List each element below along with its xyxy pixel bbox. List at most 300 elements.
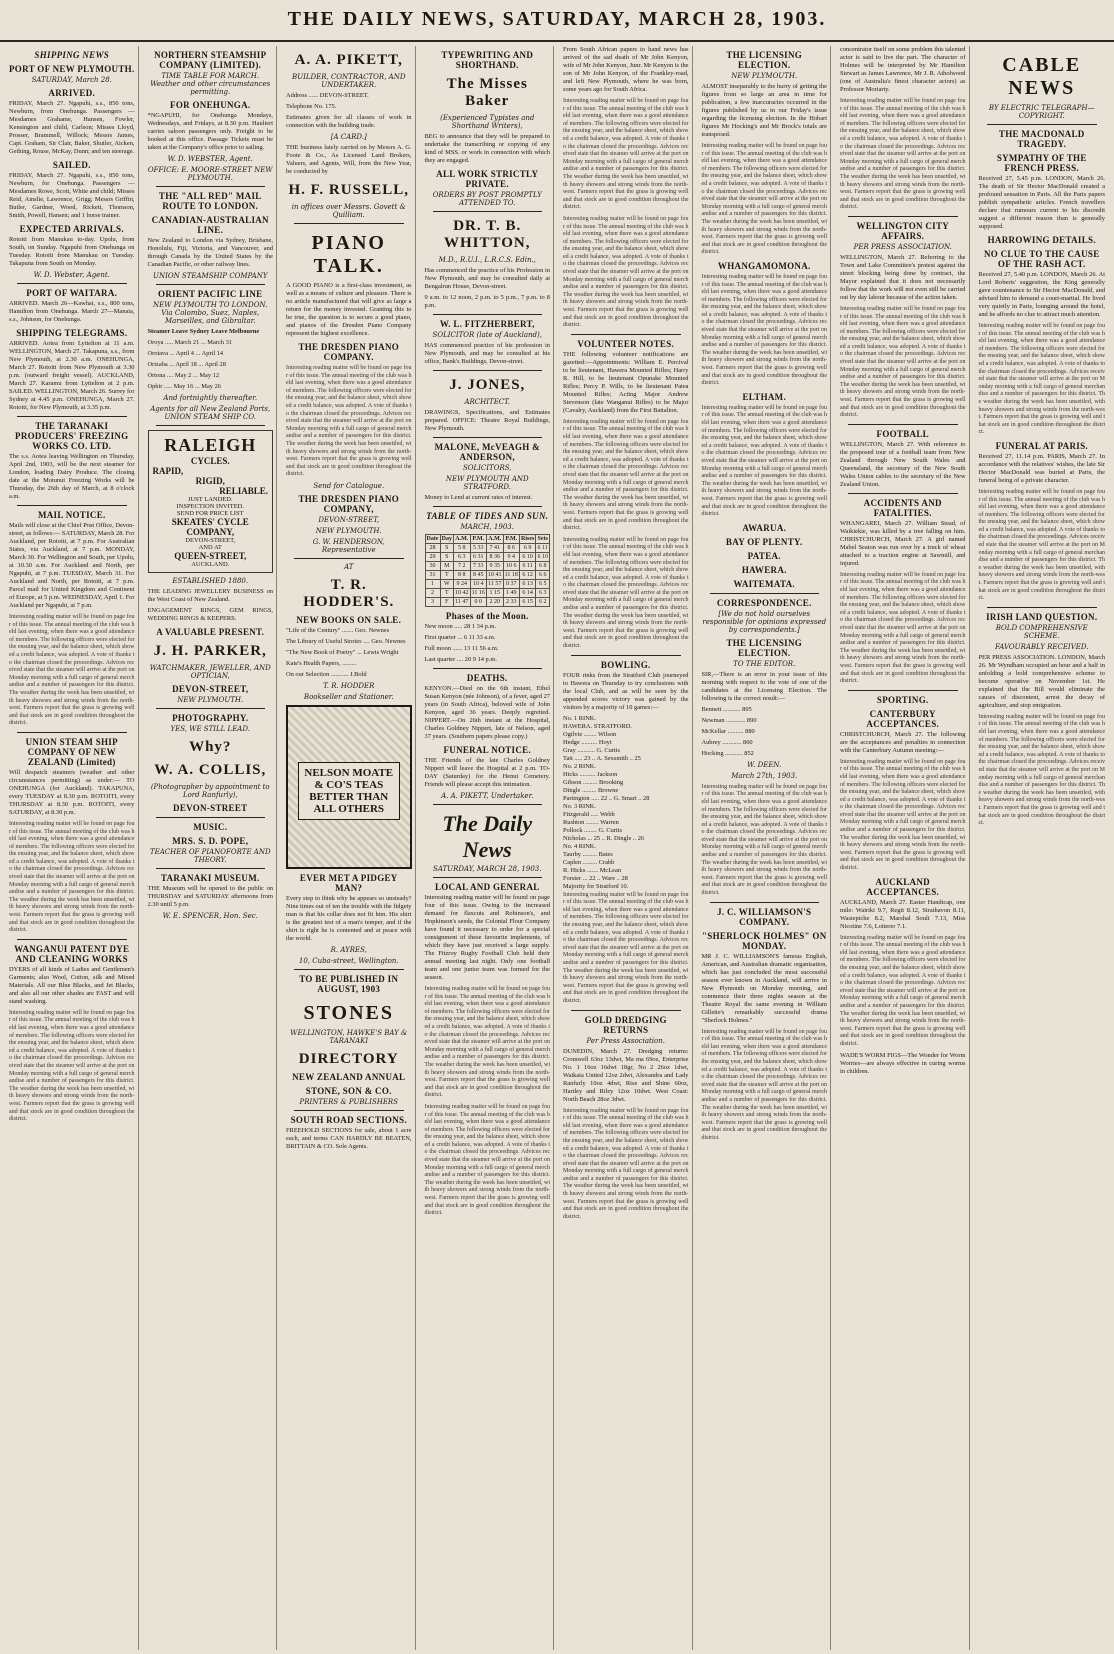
malone-address: NEW PLYMOUTH AND STRATFORD. bbox=[445, 475, 529, 491]
port-heading: PORT OF NEW PLYMOUTH. bbox=[9, 64, 135, 74]
tides-cell: W bbox=[440, 580, 453, 589]
tides-cell: 6 5 bbox=[536, 580, 550, 589]
dresden-heading-2: THE DRESDEN PIANO COMPANY, bbox=[298, 493, 400, 514]
intro-continued-text: Interesting reading matter will be found on page four of this issue. The annual meeting of the club was held last evening, when there was a good attendance of members. The following officers were elected for the ensuing year, and the balance sheet, which showed a credit balance, was adopted. A vote of thanks to the chairman closed the proceedings. Advices received state that the steamer will arrive at the port on Monday morning with a full cargo of general merchandise and a number of passengers for this district. The weather during the week has been unsettled, with heavy showers and strong winds from the north-west. Farmers report that the grass is growing well and that stock are in good condition throughout the district. bbox=[563, 98, 689, 211]
bowling-heading: BOWLING. bbox=[600, 659, 651, 670]
skeates-auckland: AUCKLAND. bbox=[191, 561, 230, 568]
sailings-agent: Agents for all New Zealand Ports, UNION STEAM SHIP CO. bbox=[150, 405, 271, 421]
book-row: On our Selection ........... J.Bold bbox=[286, 670, 367, 678]
auckland-continued-text: Interesting reading matter will be found on page four of this issue. The annual meeting of the club was held last evening, when there was a good attendance of members. The following officers were elected for the ensuing year, and the balance sheet, which showed a credit balance, was adopted. A vote of thanks to the chairman closed the proceedings. Advices received state that the steamer will arrive at the port on Monday morning with a full cargo of general merchandise and a number of passengers for this district. The weather during the week has been unsettled, with heavy showers and strong winds from the north-west. Farmers report that the grass is growing well and that stock are in good condition throughout the district. bbox=[840, 934, 966, 1047]
raleigh-advert bbox=[148, 430, 274, 573]
hodder-at: AT bbox=[344, 562, 354, 571]
gold-text: DUNEDIN, March 27. Dredging returns: Cromwell 63oz 13dwt, Ma ma 69oz, Enterprise No. 1 16oz 16dwt 18gr, No 2 26oz 1dwt, Waikaia United 12oz 2dwt, Alexandra and Lady Ranfurly 10oz 4dwt, Rise and Shine 60oz, Hartley and Riley 12oz 10dwt. West Coast: North Beach 28oz 3dwt. bbox=[563, 1047, 689, 1103]
tides-cell: 10 6 bbox=[503, 562, 519, 571]
divider bbox=[156, 284, 266, 285]
tides-cell: 9 4 bbox=[503, 553, 519, 562]
licensing-election-heading: THE LICENSING ELECTION. bbox=[726, 637, 803, 658]
divider bbox=[156, 708, 266, 709]
irish-subheading-2: FAVOURABLY RECEIVED. bbox=[995, 642, 1089, 651]
whitton-text: Has commenced the practice of his Profession in New Plymouth, and may be consulted daily at Bengalrun House, Devon-street. bbox=[424, 267, 550, 290]
jones-heading: J. JONES, bbox=[449, 377, 526, 393]
published-heading: TO BE PUBLISHED IN AUGUST, 1903 bbox=[299, 973, 399, 994]
williamson-heading: J. C. WILLIAMSON'S COMPANY. bbox=[717, 906, 812, 927]
accidents-text: WHANGAREI, March 27. William Stead, of Waikiekie, was killed by a tree falling on him. CHRISTCHURCH, March 27. A girl named Mabel Seaton was run over by a truck of wheat attached to a traction engine at Sawmill, and injured. bbox=[840, 519, 966, 567]
dresden-town: NEW PLYMOUTH. bbox=[315, 526, 382, 535]
bowling-scores bbox=[563, 715, 689, 891]
letter-text: SIR,—There is an error in your issue of this morning with respect to the vote of one of the candidates at the Licensing Election. The following is the correct result:— bbox=[701, 670, 827, 702]
raleigh-line: RELIABLE. bbox=[219, 486, 268, 496]
tides-row bbox=[425, 553, 550, 562]
piano-heading: PIANO TALK. bbox=[311, 232, 386, 277]
northern-text: *NGAPUHI, for Onehunga Mondays, Wednesdays, and Fridays, at 8.30 p.m. Hauliert carries saloon passengers only. Freight to be booked at this office. Passage Tickets must be taken at the Company's office prior to sailing. bbox=[147, 112, 273, 151]
museum-signature: W. E. SPENCER, Hon. Sec. bbox=[162, 912, 258, 920]
raleigh-line: RAPID, bbox=[152, 466, 184, 476]
divider bbox=[848, 493, 958, 494]
funeral-signature: A. A. PIKETT, Undertaker. bbox=[441, 792, 534, 800]
funeral-text: THE Friends of the late Charles Goldney Nippert will leave the Hospital at 2 p.m. TO-DAY (Saturday) for the Henui Cemetery. Friends will please accept this intimation. bbox=[424, 757, 550, 788]
bowling-row: Hedge .......... Hoyt bbox=[563, 738, 612, 746]
typewriting-heading: TYPEWRITING AND SHORTHAND. bbox=[441, 50, 534, 70]
harrowing-heading: HARROWING DETAILS. bbox=[987, 235, 1096, 245]
letter-signature: W. DEEN. bbox=[747, 760, 782, 769]
divider bbox=[294, 223, 404, 224]
baker-text: BEG to announce that they will be prepared to undertake the transcribing or copying of any kind of MSS. or work in connection with which they are engaged. bbox=[424, 133, 550, 164]
northern-agent: W. D. WEBSTER, Agent. bbox=[167, 155, 253, 163]
inspection-invited: INSPECTION INVITED. bbox=[176, 503, 245, 510]
bowling-row: Partington ..... 22 .. G. Smart .. 28 bbox=[563, 794, 650, 802]
column-5 bbox=[560, 46, 693, 1650]
tides-cell: 6 13 bbox=[519, 580, 535, 589]
eltham-heading: ELTHAM. bbox=[742, 391, 787, 402]
tides-row bbox=[425, 598, 550, 607]
jones-subheading: ARCHITECT. bbox=[464, 398, 511, 406]
museum-heading: TARANAKI MUSEUM. bbox=[160, 873, 260, 883]
accidents-heading: ACCIDENTS AND FATALITIES. bbox=[863, 497, 942, 518]
divider bbox=[433, 506, 543, 507]
tides-column-header: A.M. bbox=[455, 536, 469, 542]
book-row: Kate's Health Papers, ......... bbox=[286, 659, 357, 667]
union-continued-text: Interesting reading matter will be found on page four of this issue. The annual meeting of the club was held last evening, when there was a good attendance of members. The following officers were elected for the ensuing year, and the balance sheet, which showed a credit balance, was adopted. A vote of thanks to the chairman closed the proceedings. Advices received state that the steamer will arrive at the port on Monday morning with a full cargo of general merchandise and a number of passengers for this district. The weather during the week has been unsettled, with heavy showers and strong winds from the north-west. Farmers report that the grass is growing well and that stock are in good condition throughout the district. bbox=[9, 820, 135, 934]
raleigh-heading: RALEIGH bbox=[164, 435, 257, 455]
tides-cell: 29 bbox=[425, 553, 440, 562]
raleigh-cycles: CYCLES. bbox=[190, 456, 230, 466]
bowling-row: Dingle ......... Browne bbox=[563, 786, 619, 794]
tides-row bbox=[425, 571, 550, 580]
bowling-row: Tait ..... 23 .. A. Sexsmith .. 25 bbox=[563, 754, 641, 762]
continued-text: concentrator itself on some problem this talented actor is said to live the part. The character of Holmes will be interpreted by Mr Hamilton Stewart as James Lawrence, Mr J. R. Atholwood (one of Australia's finest character actors) as Professor Moriarty. bbox=[840, 46, 966, 93]
tides-cell: 11 47 bbox=[455, 599, 469, 605]
patea-heading: PATEA. bbox=[747, 550, 781, 561]
stones-firm: STONE, SON & CO. bbox=[305, 1085, 392, 1096]
intro-text: From South African papers to hand news has arrived of the sad death of Mr John Kenyon, wife of Mr John Kenyon, Junr. Mr Kenyon is the son of Mr John Kenyon, of the Frankley-road, and left New Plymouth, where he was born, some years ago for South Africa. bbox=[563, 46, 689, 93]
sporting-heading: SPORTING. bbox=[876, 694, 929, 705]
tides-cell: 6 12 bbox=[519, 571, 535, 580]
column-1 bbox=[6, 46, 139, 1650]
moon-heading: Phases of the Moon. bbox=[445, 611, 529, 621]
sailing-row: Ortona .... May 2 ... May 12 bbox=[147, 372, 220, 379]
bowling-row: Rushton ........ Warren bbox=[563, 818, 619, 826]
pikett-heading: A. A. PIKETT, bbox=[294, 52, 403, 68]
directory-heading: DIRECTORY bbox=[298, 1050, 399, 1067]
paper-date: SATURDAY, MARCH 28, 1903. bbox=[433, 865, 542, 873]
established: ESTABLISHED 1880. bbox=[172, 577, 249, 585]
whangamomona-text: Interesting reading matter will be found on page four of this issue. The annual meeting of the club was held last evening, when there was a good attendance of members. The following officers were elected for the ensuing year, and the balance sheet, which showed a credit balance, was adopted. A vote of thanks to the chairman closed the proceedings. Advices received state that the steamer will arrive at the port on Monday morning with a full cargo of general merchandise and a number of passengers for this district. The weather during the week has been unsettled, with heavy showers and strong winds from the north-west. Farmers report that the grass is growing well and that stock are in good condition throughout the district. bbox=[701, 273, 827, 387]
gold-continued-text: Interesting reading matter will be found on page four of this issue. The annual meeting of the club was held last evening, when there was a good attendance of members. The following officers were elected for the ensuing year, and the balance sheet, which showed a credit balance, was adopted. A vote of thanks to the chairman closed the proceedings. Advices received state that the steamer will arrive at the port on Monday morning with a full cargo of general merchandise and a number of passengers for this district. The weather during the week has been unsettled, with heavy showers and strong winds from the north-west. Farmers report that the grass is growing well and that stock are in good condition throughout the district. bbox=[563, 1107, 689, 1220]
tides-cell: 30 bbox=[425, 562, 440, 571]
wanganui-continued-text: Interesting reading matter will be found on page four of this issue. The annual meeting of the club was held last evening, when there was a good attendance of members. The following officers were elected for the ensuing year, and the balance sheet, which showed a credit balance, was adopted. A vote of thanks to the chairman closed the proceedings. Advices received state that the steamer will arrive at the port on Monday morning with a full cargo of general merchandise and a number of passengers for this district. The weather during the week has been unsettled, with heavy showers and strong winds from the north-west. Farmers report that the grass is growing well and that stock are in good condition throughout the district. bbox=[9, 1009, 135, 1123]
pikett-subheading: BUILDER, CONTRACTOR, AND UNDERTAKER. bbox=[292, 73, 406, 89]
bowling-row: Taurby ......... Bates bbox=[563, 850, 613, 858]
auckland-text: AUCKLAND, March 27. Easter Handicap, one mile: Wairiki 9.7, Regit 8.12, Strathavon 8.11, Wasiepiche 8.2, Marshal Soult 7.13, Miss Nicotine 7.6, Loiterer 7.1. bbox=[840, 898, 966, 930]
baker-subheading: (Experienced Typistes and Shorthand Writers), bbox=[440, 114, 535, 130]
dresden-representative: G. W. HENDERSON, Representative bbox=[312, 537, 385, 554]
moon-row: First quarter ... 6 11 33 a.m. bbox=[424, 634, 496, 641]
jones-text: DRAWINGS, Specifications, and Estimates prepared. OFFICE: Theatre Royal Buildings, New Plymouth. bbox=[424, 409, 550, 432]
stones-heading: STONES bbox=[303, 1001, 395, 1024]
hodder-heading: T. R. HODDER'S. bbox=[303, 576, 395, 610]
tides-cell: 6 11 bbox=[519, 562, 535, 571]
intro-continued-text: Interesting reading matter will be found on page four of this issue. The annual meeting of the club was held last evening, when there was a good attendance of members. The following officers were elected for the ensuing year, and the balance sheet, which showed a credit balance, was adopted. A vote of thanks to the chairman closed the proceedings. Advices received state that the steamer will arrive at the port on Monday morning with a full cargo of general merchandise and a number of passengers for this district. The weather during the week has been unsettled, with heavy showers and strong winds from the north-west. Farmers report that the grass is growing well and that stock are in good condition throughout the district. bbox=[563, 215, 689, 329]
expected-heading: EXPECTED ARRIVALS. bbox=[19, 224, 124, 234]
tides-cell: 3 bbox=[425, 598, 440, 607]
column-6 bbox=[699, 46, 832, 1650]
valuable-present: A VALUABLE PRESENT. bbox=[156, 627, 265, 637]
engagement-text: ENGAGEMENT RINGS, GEM RINGS, WEDDING RINGS & KEEPERS. bbox=[147, 607, 273, 622]
result-row: Aubrey ............ 860 bbox=[701, 738, 753, 746]
collis-subheading: (Photographer by appointment to Lord Ranfurly), bbox=[150, 783, 270, 799]
tides-cell: 6 6 bbox=[536, 571, 550, 580]
tides-row bbox=[425, 589, 550, 598]
correspondence-note: [We do not hold ourselves responsible for opinions expressed by correspondents.] bbox=[702, 609, 827, 634]
divider bbox=[433, 877, 543, 878]
tides-cell: T bbox=[440, 589, 453, 598]
all-red-heading: THE "ALL RED" MAIL ROUTE TO LONDON. bbox=[158, 191, 262, 211]
letter-continued-text: Interesting reading matter will be found on page four of this issue. The annual meeting of the club was held last evening, when there was a good attendance of members. The following officers were elected for the ensuing year, and the balance sheet, which showed a credit balance, was adopted. A vote of thanks to the chairman closed the proceedings. Advices received state that the steamer will arrive at the port on Monday morning with a full cargo of general merchandise and a number of passengers for this district. The weather during the week has been unsettled, with heavy showers and strong winds from the north-west. Farmers report that the grass is growing well and that stock are in good condition throughout the district. bbox=[701, 783, 827, 897]
tides-cell: M bbox=[440, 562, 453, 571]
nz-annual: NEW ZEALAND ANNUAL bbox=[292, 1071, 406, 1082]
paper-name: The Daily News bbox=[442, 811, 533, 862]
orient-subheading: NEW PLYMOUTH TO LONDON. Via Colombo, Suez, Naples, Marseilles, and Gibraltar. bbox=[153, 301, 268, 325]
bowling-row: HAWERA. STRATFORD. bbox=[563, 722, 632, 730]
telegrams-text: ARRIVED. Aotea from Lyttelton at 11 a.m. WELLINGTON, March 27. Takapuna, s.s., from New Plymouth, at 2.30 a.m. ONEHUNGA, March 27. Rotoiti from New Plymouth at 3.30 p.m. (outward freight vessel). AUCKLAND, March 27. Karamu from Lyttelton at 2 p.m. SAILED. WELLINGTON, March 26. Surrey for Sydney at 4.45 p.m. ONEHUNGA, March 27. Rotoiti, for New Plymouth, at 3.35 p.m. bbox=[9, 340, 135, 411]
stones-subheading: WELLINGTON, HAWKE'S BAY & TARANAKI bbox=[290, 1028, 408, 1045]
arrived-label: ARRIVED. bbox=[48, 88, 96, 98]
sherlock-text: MR J. C. WILLIAMSON'S famous English, American, and Australian dramatic organisation, which has just concluded the most successful season ever known in Auckland, will arrive in New Plymouth on Monday morning, and commence their three nights season at the Theatre Royal the same evening in William Gillette's remarkably successful drama "Sherlock Holmes." bbox=[701, 952, 827, 1024]
tides-row bbox=[425, 544, 550, 553]
arrived-date: SATURDAY, March 28. bbox=[31, 76, 112, 84]
photography-heading: PHOTOGRAPHY. bbox=[172, 713, 249, 723]
tides-table bbox=[425, 534, 551, 607]
divider bbox=[433, 804, 543, 805]
telegrams-heading: SHIPPING TELEGRAMS. bbox=[16, 328, 128, 338]
book-row: "The New Book of Poetry" ... Lewis Wright bbox=[286, 648, 399, 656]
divider bbox=[17, 505, 127, 506]
moon-row: New moon ..... 28 1 34 p.m. bbox=[424, 623, 497, 630]
tides-cell: 2 bbox=[425, 589, 440, 598]
column-4 bbox=[422, 46, 555, 1650]
canterbury-heading: CANTERBURY ACCEPTANCES. bbox=[866, 708, 940, 729]
orient-heading: ORIENT PACIFIC LINE bbox=[158, 289, 263, 299]
tides-cell: 1 bbox=[425, 580, 440, 589]
tides-cell: 6 2 bbox=[536, 598, 550, 607]
sailed-label: SAILED. bbox=[52, 160, 91, 170]
union-text: Will despatch steamers (weather and other circumstances permitting) as under:— TO ONEHUNGA (for Auckland). TAKAPUNA, every TUESDAY at 8.30 p.m. ROTOITI, every THURSDAY at 8.30 p.m. ROTOITI, every SATURDAY, at 8.30 p.m. bbox=[9, 768, 135, 816]
raleigh-line: RIGID, bbox=[195, 476, 225, 486]
skeates-heading: SKEATES' CYCLE COMPANY, bbox=[171, 517, 249, 537]
taranaki-text: The s.s. Aotea leaving Wellington on Thursday, April 2nd, 1903, will be the next steamer for London, loading Dairy Produce. The closing date at the Motunui Freezing Works will be Thursday, the 26th day of March, at 8 o'clock a.m. bbox=[9, 453, 135, 500]
fitzherbert-heading: W. L. FITZHERBERT, bbox=[439, 319, 535, 329]
divider bbox=[156, 817, 266, 818]
result-row: McKellar .......... 880 bbox=[701, 727, 755, 735]
funeral-paris-heading: FUNERAL AT PARIS. bbox=[995, 440, 1088, 451]
irish-text: PER PRESS ASSOCIATION. LONDON, March 26. Mr Wyndham occupied an hour and a half in unfolding a bold comprehensive scheme to become operative on November 1st. He explained that the Bill would eliminate the causes of discontent, arrest the decay of agriculture, and stop emigration. bbox=[978, 653, 1105, 709]
waitemata-heading: WAITEMATA. bbox=[733, 578, 795, 589]
volunteer-heading: VOLUNTEER NOTES. bbox=[577, 338, 675, 349]
bowling-row: No. 3 RINK. bbox=[563, 802, 597, 810]
tides-cell: T bbox=[440, 571, 453, 580]
bowling-row: Fitzgerald ..... Webb bbox=[563, 810, 615, 818]
result-row: Bennett ........... 895 bbox=[701, 705, 752, 713]
onehunga-heading: FOR ONEHUNGA. bbox=[170, 100, 251, 110]
baker-heading: The Misses Baker bbox=[446, 76, 528, 109]
tides-cell: 8 36 bbox=[486, 553, 503, 562]
parker-subheading: WATCHMAKER, JEWELLER, AND OPTICIAN, bbox=[149, 664, 271, 680]
tides-column-header: Date bbox=[426, 536, 439, 542]
divider bbox=[848, 690, 958, 691]
tides-cell: 8 45 bbox=[470, 571, 486, 580]
tides-row bbox=[425, 580, 550, 589]
pikett-telephone: Telephone No. 175. bbox=[286, 103, 337, 110]
whitton-hours: 9 a.m. to 12 noon, 2 p.m. to 5 p.m., 7 p.m. to 8 p.m. bbox=[424, 294, 550, 309]
tides-cell: 6 10 bbox=[537, 554, 548, 560]
just-landed: JUST LANDED. bbox=[187, 496, 233, 503]
cable-heading: CABLE NEWS bbox=[1002, 54, 1082, 99]
football-text: WELLINGTON, March 27. With reference to the proposed tour of a football team from New Zealand through New South Wales and Queensland, the secretary of the New South Wales Union cables to the secretary of the New Zealand Union. bbox=[840, 440, 966, 488]
bowling-row: Forster ... 22 .. Ware .. 28 bbox=[563, 874, 628, 882]
licensing-subheading: NEW PLYMOUTH. bbox=[731, 72, 798, 80]
tides-cell: 8 8 bbox=[454, 571, 471, 580]
orders-by-post: ORDERS BY POST PROMPTLY ATTENDED TO. bbox=[432, 191, 542, 207]
macdonald-heading: THE MACDONALD TRAGEDY. bbox=[998, 129, 1085, 149]
auckland-heading: AUCKLAND ACCEPTANCES. bbox=[866, 876, 940, 897]
wellington-continued-text: Interesting reading matter will be found on page four of this issue. The annual meeting of the club was held last evening, when there was a good attendance of members. The following officers were elected for the ensuing year, and the balance sheet, which showed a credit balance, was adopted. A vote of thanks to the chairman closed the proceedings. Advices received state that the steamer will arrive at the port on Monday morning with a full cargo of general merchandise and a number of passengers for this district. The weather during the week has been unsettled, with heavy showers and strong winds from the north-west. Farmers report that the grass is growing well and that stock are in good condition throughout the district. bbox=[840, 305, 966, 419]
tides-column-header: P.M. bbox=[470, 535, 486, 544]
northern-heading: NORTHERN STEAMSHIP COMPANY (LIMITED). bbox=[154, 50, 267, 70]
dresden-heading: THE DRESDEN PIANO COMPANY. bbox=[298, 342, 400, 362]
tides-cell: 6 10 bbox=[519, 553, 535, 562]
divider bbox=[987, 607, 1098, 608]
tides-cell: 0 0 bbox=[470, 598, 486, 607]
divider bbox=[294, 969, 404, 970]
museum-text: THE Museum will be opened to the public on THURSDAY and SATURDAY afternoons from 2.30 until 5 p.m. bbox=[147, 885, 273, 908]
canadian-text: New Zealand to London via Sydney, Brisbane, Honolulu, Fiji, Victoria, and Vancouver, and through Canada by the United States by the Canadian Pacific, or other railway lines. bbox=[147, 237, 273, 268]
tides-cell: 8 6 bbox=[503, 544, 519, 553]
tides-cell: 7 2 bbox=[454, 562, 471, 571]
parker-heading: J. H. PARKER, bbox=[153, 643, 267, 659]
mail-heading: MAIL NOTICE. bbox=[37, 510, 106, 520]
tides-cell: 2 33 bbox=[503, 598, 519, 607]
deaths-heading: DEATHS. bbox=[466, 673, 508, 683]
wades-text: WADE'S WORM FIGS—The Wonder for Worm Worries—are always effective in curing worms in children. bbox=[840, 1051, 966, 1075]
tides-cell: 11 16 bbox=[471, 590, 485, 596]
agent-signature: W. D. Webster, Agent. bbox=[33, 271, 110, 279]
sailings-note: And fortnightly thereafter. bbox=[163, 394, 258, 402]
gold-subheading: Per Press Association. bbox=[586, 1036, 665, 1045]
whitton-heading: DR. T. B. WHITTON, bbox=[444, 218, 531, 251]
bowling-row: No. 4 RINK. bbox=[563, 842, 597, 850]
bowling-row: No. 1 RINK. bbox=[563, 714, 597, 722]
correspondence-heading: CORRESPONDENCE. bbox=[716, 597, 812, 608]
union-company: UNION STEAMSHIP COMPANY bbox=[153, 272, 268, 280]
pikett-text: Estimates given for all classes of work in connection with the building trade. bbox=[286, 114, 412, 129]
licensing-heading: THE LICENSING ELECTION. bbox=[726, 50, 803, 70]
letter-date: March 27th, 1903. bbox=[731, 771, 798, 780]
waitara-text: ARRIVED. March 26—Kawhai, s.s., 800 tons, Hamilton from Onehunga. March 27—Manaia, s.s., Johnson, for Onehunga. bbox=[9, 300, 135, 323]
sailings-heading: Steamer Leave Sydney Leave Melbourne bbox=[147, 328, 260, 335]
divider bbox=[294, 1110, 404, 1111]
sympathy-heading: SYMPATHY OF THE FRENCH PRESS. bbox=[996, 153, 1087, 173]
bowling-row: Gray ........... G. Curtis bbox=[563, 746, 620, 754]
divider bbox=[156, 425, 266, 426]
pope-subheading: TEACHER OF PIANOFORTE AND THEORY. bbox=[149, 848, 271, 864]
masthead-title: THE DAILY NEWS, SATURDAY, MARCH 28, 1903. bbox=[287, 8, 827, 30]
tides-cell: 0 37 bbox=[503, 580, 519, 589]
tides-body bbox=[425, 544, 550, 607]
divider bbox=[433, 437, 543, 438]
irish-subheading: BOLD COMPREHENSIVE SCHEME. bbox=[995, 623, 1088, 640]
canterbury-continued-text: Interesting reading matter will be found on page four of this issue. The annual meeting of the club was held last evening, when there was a good attendance of members. The following officers were elected for the ensuing year, and the balance sheet, which showed a credit balance, was adopted. A vote of thanks to the chairman closed the proceedings. Advices received state that the steamer will arrive at the port on Monday morning with a full cargo of general merchandise and a number of passengers for this district. The weather during the week has been unsettled, with heavy showers and strong winds from the north-west. Farmers report that the grass is growing well and that stock are in good condition throughout the district. bbox=[840, 758, 966, 872]
column-7 bbox=[837, 46, 970, 1650]
nelson-tea-advert-image bbox=[286, 705, 412, 869]
to-editor: TO THE EDITOR. bbox=[733, 659, 796, 668]
divider bbox=[294, 558, 404, 559]
bowling-text: FOUR rinks from the Stratford Club journeyed to Hawera on Thursday to try conclusions with the local Club, and as will be seen by the appended scores victory was gained by the visitors by a majority of 10 games:— bbox=[563, 671, 689, 711]
sherlock-continued-text: Interesting reading matter will be found on page four of this issue. The annual meeting of the club was held last evening, when there was a good attendance of members. The following officers were elected for the ensuing year, and the balance sheet, which showed a credit balance, was adopted. A vote of thanks to the chairman closed the proceedings. Advices received state that the steamer will arrive at the port on Monday morning with a full cargo of general merchandise and a number of passengers for this district. The weather during the week has been unsettled, with heavy showers and strong winds from the north-west. Farmers report that the grass is growing well and that stock are in good condition throughout the district. bbox=[701, 1028, 827, 1141]
bowling-continued-text: Interesting reading matter will be found on page four of this issue. The annual meeting of the club was held last evening, when there was a good attendance of members. The following officers were elected for the ensuing year, and the balance sheet, which showed a credit balance, was adopted. A vote of thanks to the chairman closed the proceedings. Advices received state that the steamer will arrive at the port on Monday morning with a full cargo of general merchandise and a number of passengers for this district. The weather during the week has been unsettled, with heavy showers and strong winds from the north-west. Farmers report that the grass is growing well and that stock are in good condition throughout the district. bbox=[563, 891, 689, 1004]
tides-cell: 6 3 bbox=[454, 553, 471, 562]
book-row: "Life of the Century" ....... Geo. Newnes bbox=[286, 626, 390, 634]
russell-heading: H. F. RUSSELL, bbox=[288, 182, 410, 198]
volunteer-text: THE following volunteer notifications are gazetted:—Appointments: William E. Percival to be lieutenant, Hawera Mounted Rifles; Harry R. Hill, to be lieutenant Opunake Mounted Rifles; Percy P. Wills, to be lieutenant Patea Mounted Rifles; Acting Major Andrew Stevenson (late Wanganui Rifles) to be Major (Cavalry, Auckland) from the First Battalion. bbox=[563, 350, 689, 414]
expected-text: Rotoiti from Manukau to-day. Upolu, from South, on Sunday. Ngapuhi from Onehunga on Tuesday. Rotoiti from Manukau on Tuesday. Takapuna from South on Monday. bbox=[9, 236, 135, 267]
licensing-text: ALMOST inseparably to the hurry of getting the figures from so large an area in time for publication, a few inaccuracies occurred in the figures published by us in our Friday's issue regarding the licensing election. In the Hobart figures Mr Hocking's and Mr Brock's totals are transposed. bbox=[701, 83, 827, 138]
hawera-heading: HAWERA. bbox=[741, 564, 787, 575]
awarua-heading: AWARUA. bbox=[742, 522, 787, 533]
sailing-row: Ophir ..... May 16 ... May 26 bbox=[147, 383, 221, 390]
column-3 bbox=[283, 46, 416, 1650]
tides-heading: TABLE OF TIDES AND SUN. bbox=[426, 511, 549, 521]
column-2 bbox=[145, 46, 278, 1650]
tides-cell: 10 4 bbox=[470, 580, 486, 589]
masthead bbox=[0, 6, 1114, 42]
whitton-subheading: M.D., R.U.I., L.R.C.S. Edin., bbox=[438, 256, 536, 264]
hodder-sign-sub: Bookseller and Stationer. bbox=[303, 692, 394, 701]
ayres-address: 10, Cuba-street, Wellington. bbox=[298, 956, 399, 965]
divider bbox=[848, 216, 958, 217]
volunteer-continued-text: Interesting reading matter will be found on page four of this issue. The annual meeting of the club was held last evening, when there was a good attendance of members. The following officers were elected for the ensuing year, and the balance sheet, which showed a credit balance, was adopted. A vote of thanks to the chairman closed the proceedings. Advices received state that the steamer will arrive at the port on Monday morning with a full cargo of general merchandise and a number of passengers for this district. The weather during the week has been unsettled, with heavy showers and strong winds from the north-west. Farmers report that the grass is growing well and that stock are in good condition throughout the district. bbox=[563, 536, 689, 650]
northern-subheading: TIME TABLE FOR MARCH. Weather and other circumstances permitting. bbox=[150, 72, 271, 96]
fitzherbert-subheading: SOLICITOR (late of Auckland), bbox=[432, 331, 542, 339]
wellington-heading: WELLINGTON CITY AFFAIRS. bbox=[856, 220, 950, 241]
gold-heading: GOLD DREDGING RETURNS bbox=[584, 1014, 667, 1035]
moon-row: Last quarter .... 20 9 14 p.m. bbox=[424, 656, 497, 663]
tides-cell: 9 35 bbox=[486, 562, 503, 571]
sherlock-heading: "SHERLOCK HOLMES" ON MONDAY. bbox=[701, 930, 827, 951]
deaths-text: KENYON.—Died on the 6th instant, Ethel Susan Kenyon (née Johnson), of a fever, aged 27 years (in South Africa), beloved wife of John Kenyon, aged 36 years. Deeply regretted. NIPPERT.—On 26th instant at the Hospital, Charles Goldney Nippert, late of Nelson, aged 37 years. (Southern papers please copy.) bbox=[424, 685, 550, 740]
piano-continued-text: Interesting reading matter will be found on page four of this issue. The annual meeting of the club was held last evening, when there was a good attendance of members. The following officers were elected for the ensuing year, and the balance sheet, which showed a credit balance, was adopted. A vote of thanks to the chairman closed the proceedings. Advices received state that the steamer will arrive at the port on Monday morning with a full cargo of general merchandise and a number of passengers for this district. The weather during the week has been unsettled, with heavy showers and strong winds from the north-west. Farmers report that the grass is growing well and that stock are in good condition throughout the district. bbox=[286, 365, 412, 478]
no-clue-text: Received 27, 5.40 p.m. LONDON, March 26. At Lord Roberts' suggestion, the King generally gave countenance to Sir Hector MacDonald, and advised him to demand a court-martial. He lived very quietly in Paris, lounging around the hotel, and he affords no clue to attract much attention. bbox=[978, 271, 1105, 318]
still-lead: YES, WE STILL LEAD. bbox=[170, 725, 250, 733]
tides-cell: 7 33 bbox=[470, 562, 486, 571]
bowling-row: No. 2 RINK. bbox=[563, 762, 597, 770]
skeates-queen: QUEEN-STREET, bbox=[174, 551, 247, 561]
local-text: Interesting reading matter will be found on page four of this issue. Owing to the increased demand for flaxcuts and Robinson's, and Hopkinson's seeds, the Colonial Flour Company have found it necessary to order for a special consignment of these favourite implements, of which they have just received a large supply. The Fitzroy Rugby Football Club held their annual meeting last night. Only one football team and one junior team was formed for the season. bbox=[424, 894, 550, 981]
malone-subheading: SOLICITORS, bbox=[462, 464, 512, 472]
malone-heading: MALONE, McVEAGH & ANDERSON, bbox=[434, 442, 540, 462]
tides-cell: 6 11 bbox=[537, 545, 548, 551]
jeweller-text: THE LEADING JEWELLERY BUSINESS on the West Coast of New Zealand. bbox=[147, 588, 273, 603]
taranaki-heading: THE TARANAKI PRODUCERS' FREEZING WORKS CO. LTD. bbox=[15, 421, 129, 451]
shipping-heading: SHIPPING NEWS bbox=[34, 50, 110, 60]
tides-column-header: A.M. bbox=[488, 536, 502, 542]
accidents-continued-text: Interesting reading matter will be found on page four of this issue. The annual meeting of the club was held last evening, when there was a good attendance of members. The following officers were elected for the ensuing year, and the balance sheet, which showed a credit balance, was adopted. A vote of thanks to the chairman closed the proceedings. Advices received state that the steamer will arrive at the port on Monday morning with a full cargo of general merchandise and a number of passengers for this district. The weather during the week has been unsettled, with heavy showers and strong winds from the north-west. Farmers report that the grass is growing well and that stock are in good condition throughout the district. bbox=[840, 571, 966, 685]
no-clue-heading: NO CLUE TO THE CAUSE OF THE RASH ACT. bbox=[983, 249, 1100, 269]
tides-cell: 2 20 bbox=[486, 598, 503, 607]
union-heading: UNION STEAM SHIP COMPANY OF NEW ZEALAND (Limited) bbox=[25, 736, 118, 767]
divider bbox=[987, 124, 1098, 125]
tides-cell: S bbox=[440, 553, 453, 562]
hodder-signature: T. R. HODDER bbox=[323, 681, 375, 690]
wellington-subheading: PER PRESS ASSOCIATION. bbox=[853, 242, 952, 251]
tides-cell: S bbox=[440, 544, 453, 553]
parker-town: NEW PLYMOUTH. bbox=[177, 696, 244, 704]
funeral-heading: FUNERAL NOTICE. bbox=[443, 745, 531, 755]
divider bbox=[17, 416, 127, 417]
sailing-row: Orizaba ... April 18 ... April 28 bbox=[147, 361, 226, 368]
tides-column-header: P.M. bbox=[503, 535, 519, 544]
irish-continued-text: Interesting reading matter will be found on page four of this issue. The annual meeting of the club was held last evening, when there was a good attendance of members. The following officers were elected for the ensuing year, and the balance sheet, which showed a credit balance, was adopted. A vote of thanks to the chairman closed the proceedings. Advices received state that the steamer will arrive at the port on Monday morning with a full cargo of general merchandise and a number of passengers for this district. The weather during the week has been unsettled, with heavy showers and strong winds from the north-west. Farmers report that the grass is growing well and that stock are in good condition throughout the district. bbox=[978, 713, 1105, 827]
fitzherbert-text: HAS commenced practice of his profession in New Plymouth, and may be consulted at his office, Bank's Buildings, Devon-street. bbox=[424, 342, 550, 365]
tides-cell: 6 9 bbox=[519, 544, 535, 553]
tides-cell: 10 41 bbox=[488, 572, 502, 578]
tides-cell: 10 42 bbox=[455, 590, 469, 596]
columns bbox=[6, 46, 1108, 1650]
tides-cell: 6 31 bbox=[470, 553, 486, 562]
continued-extra-text: Interesting reading matter will be found on page four of this issue. The annual meeting of the club was held last evening, when there was a good attendance of members. The following officers were elected for the ensuing year, and the balance sheet, which showed a credit balance, was adopted. A vote of thanks to the chairman closed the proceedings. Advices received state that the steamer will arrive at the port on Monday morning with a full cargo of general merchandise and a number of passengers for this district. The weather during the week has been unsettled, with heavy showers and strong winds from the north-west. Farmers report that the grass is growing well and that stock are in good condition throughout the district. bbox=[840, 98, 966, 211]
divider bbox=[848, 424, 958, 425]
divider bbox=[710, 593, 820, 594]
bay-of-plenty-heading: BAY OF PLENTY. bbox=[725, 536, 803, 547]
bowling-row: Majority for Stratford 10. bbox=[563, 882, 629, 890]
bowling-row: Gibson ......... Brooking bbox=[563, 778, 624, 786]
parker-address: DEVON-STREET, bbox=[172, 684, 249, 694]
divider bbox=[571, 655, 681, 656]
bowling-row: Hicks .......... Jackson bbox=[563, 770, 618, 778]
tides-cell: 11 57 bbox=[488, 581, 502, 587]
volunteer-continued-text: Interesting reading matter will be found on page four of this issue. The annual meeting of the club was held last evening, when there was a good attendance of members. The following officers were elected for the ensuing year, and the balance sheet, which showed a credit balance, was adopted. A vote of thanks to the chairman closed the proceedings. Advices received state that the steamer will arrive at the port on Monday morning with a full cargo of general merchandise and a number of passengers for this district. The weather during the week has been unsettled, with heavy showers and strong winds from the north-west. Farmers report that the grass is growing well and that stock are in good condition throughout the district. bbox=[563, 418, 689, 532]
divider bbox=[571, 1010, 681, 1011]
divider bbox=[710, 902, 820, 903]
no-clue-continued-text: Interesting reading matter will be found on page four of this issue. The annual meeting of the club was held last evening, when there was a good attendance of members. The following officers were elected for the ensuing year, and the balance sheet, which showed a credit balance, was adopted. A vote of thanks to the chairman closed the proceedings. Advices received state that the steamer will arrive at the port on Monday morning with a full cargo of general merchandise and a number of passengers for this district. The weather during the week has been unsettled, with heavy showers and strong winds from the north-west. Farmers report that the grass is growing well and that stock are in good condition throughout the district. bbox=[978, 323, 1105, 436]
sailing-row: Orotava ... April 4 ... April 14 bbox=[147, 350, 224, 357]
northern-office: OFFICE: E. MOORE-STREET NEW PLYMOUTH. bbox=[147, 166, 273, 182]
eltham-text: Interesting reading matter will be found on page four of this issue. The annual meeting of the club was held last evening, when there was a good attendance of members. The following officers were elected for the ensuing year, and the balance sheet, which showed a credit balance, was adopted. A vote of thanks to the chairman closed the proceedings. Advices received state that the steamer will arrive at the port on Monday morning with a full cargo of general merchandise and a number of passengers for this district. The weather during the week has been unsettled, with heavy showers and strong winds from the north-west. Farmers report that the grass is growing well and that stock are in good condition throughout the district. bbox=[701, 404, 827, 518]
waitara-heading: PORT OF WAITARA. bbox=[26, 288, 118, 298]
card-label: [A CARD.] bbox=[330, 133, 367, 141]
wanganui-heading: WANGANUI PATENT DYE AND CLEANING WORKS bbox=[14, 943, 130, 964]
tides-cell: 5 8 bbox=[454, 544, 471, 553]
tides-cell: 9 24 bbox=[454, 580, 471, 589]
